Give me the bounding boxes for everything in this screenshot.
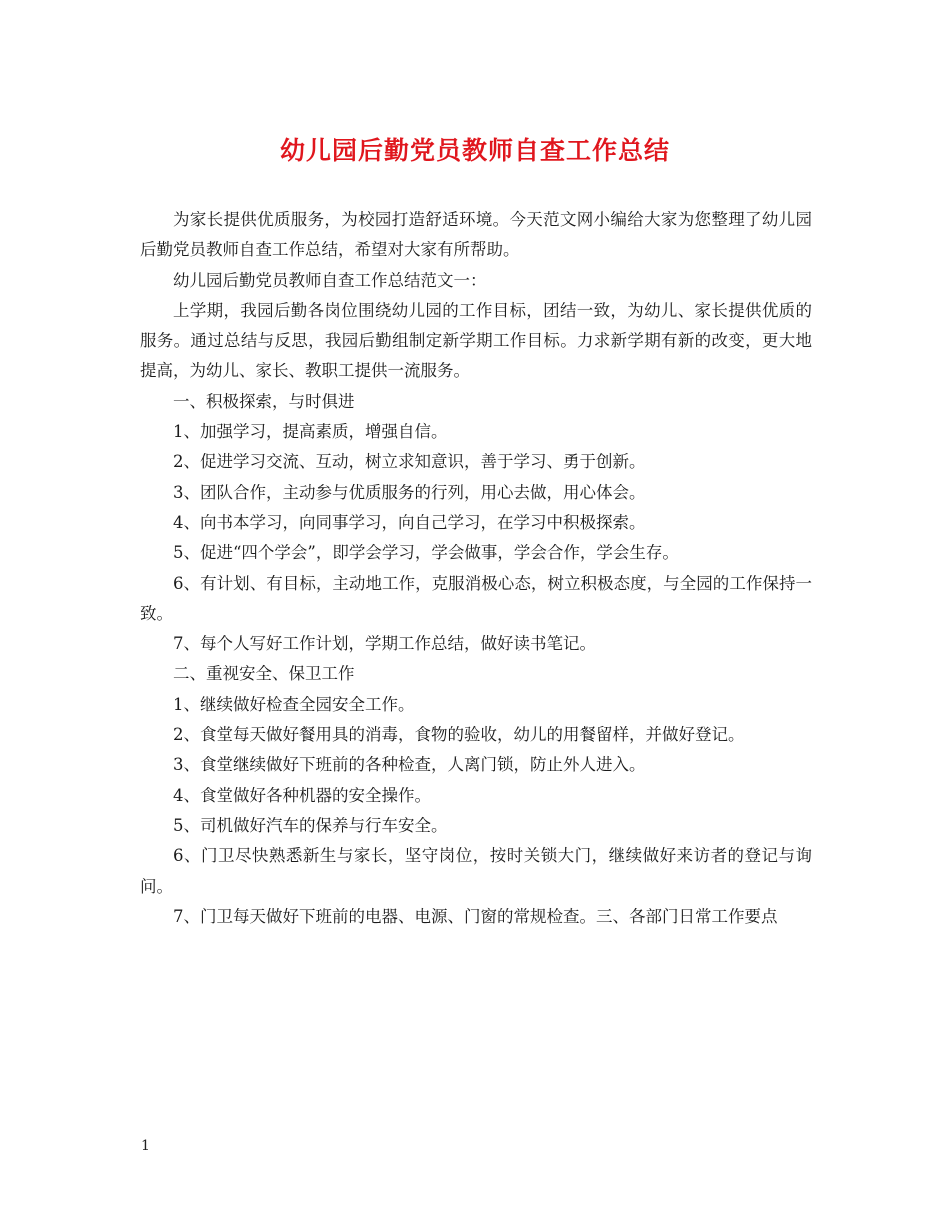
- document-body: [140, 205, 812, 932]
- list-item: 3、食堂继续做好下班前的各种检查，人离门锁，防止外人进入。: [173, 755, 646, 775]
- paragraph-overview: 上学期，我园后勤各岗位围绕幼儿园的工作目标，团结一致，为幼儿、家长提供优质的服务。通过总结与反思，我园后勤组制定新学期工作目标。力求新学期有新的改变，更大地提高，为幼儿、家长、教职工提供一流服务。: [140, 300, 812, 381]
- list-item: 4、向书本学习，向同事学习，向自己学习，在学习中积极探索。: [173, 512, 646, 532]
- document-title: 幼儿园后勤党员教师自查工作总结: [279, 136, 670, 165]
- list-item: 2、食堂每天做好餐用具的消毒，食物的验收，幼儿的用餐留样，并做好登记。: [173, 725, 745, 745]
- list-item: 5、促进“四个学会”，即学会学习，学会做事，学会合作，学会生存。: [173, 543, 679, 563]
- list-item: 4、食堂做好各种机器的安全操作。: [173, 785, 431, 805]
- list-item: 7、门卫每天做好下班前的电器、电源、门窗的常规检查。三、各部门日常工作要点: [173, 906, 778, 926]
- section-heading-1: 一、积极探索，与时俱进: [173, 391, 355, 411]
- list-item: 3、团队合作，主动参与优质服务的行列，用心去做，用心体会。: [173, 482, 646, 502]
- page-number: 1: [141, 1138, 150, 1154]
- section-heading-2: 二、重视安全、保卫工作: [173, 664, 355, 684]
- list-item: 6、有计划、有目标，主动地工作，克服消极心态，树立积极态度，与全园的工作保持一致。: [140, 573, 812, 623]
- list-item: 6、门卫尽快熟悉新生与家长，坚守岗位，按时关锁大门，继续做好来访者的登记与询问。: [140, 846, 812, 896]
- paragraph-intro: 为家长提供优质服务，为校园打造舒适环境。今天范文网小编给大家为您整理了幼儿园后勤党员教师自查工作总结，希望对大家有所帮助。: [140, 210, 812, 260]
- list-item: 2、促进学习交流、互动，树立求知意识，善于学习、勇于创新。: [173, 452, 646, 472]
- list-item: 7、每个人写好工作计划，学期工作总结，做好读书笔记。: [173, 634, 596, 654]
- list-item: 1、继续做好检查全园安全工作。: [173, 694, 415, 714]
- list-item: 1、加强学习，提高素质，增强自信。: [173, 422, 448, 442]
- paragraph-sample-heading: 幼儿园后勤党员教师自查工作总结范文一：: [173, 270, 487, 290]
- list-item: 5、司机做好汽车的保养与行车安全。: [173, 815, 448, 835]
